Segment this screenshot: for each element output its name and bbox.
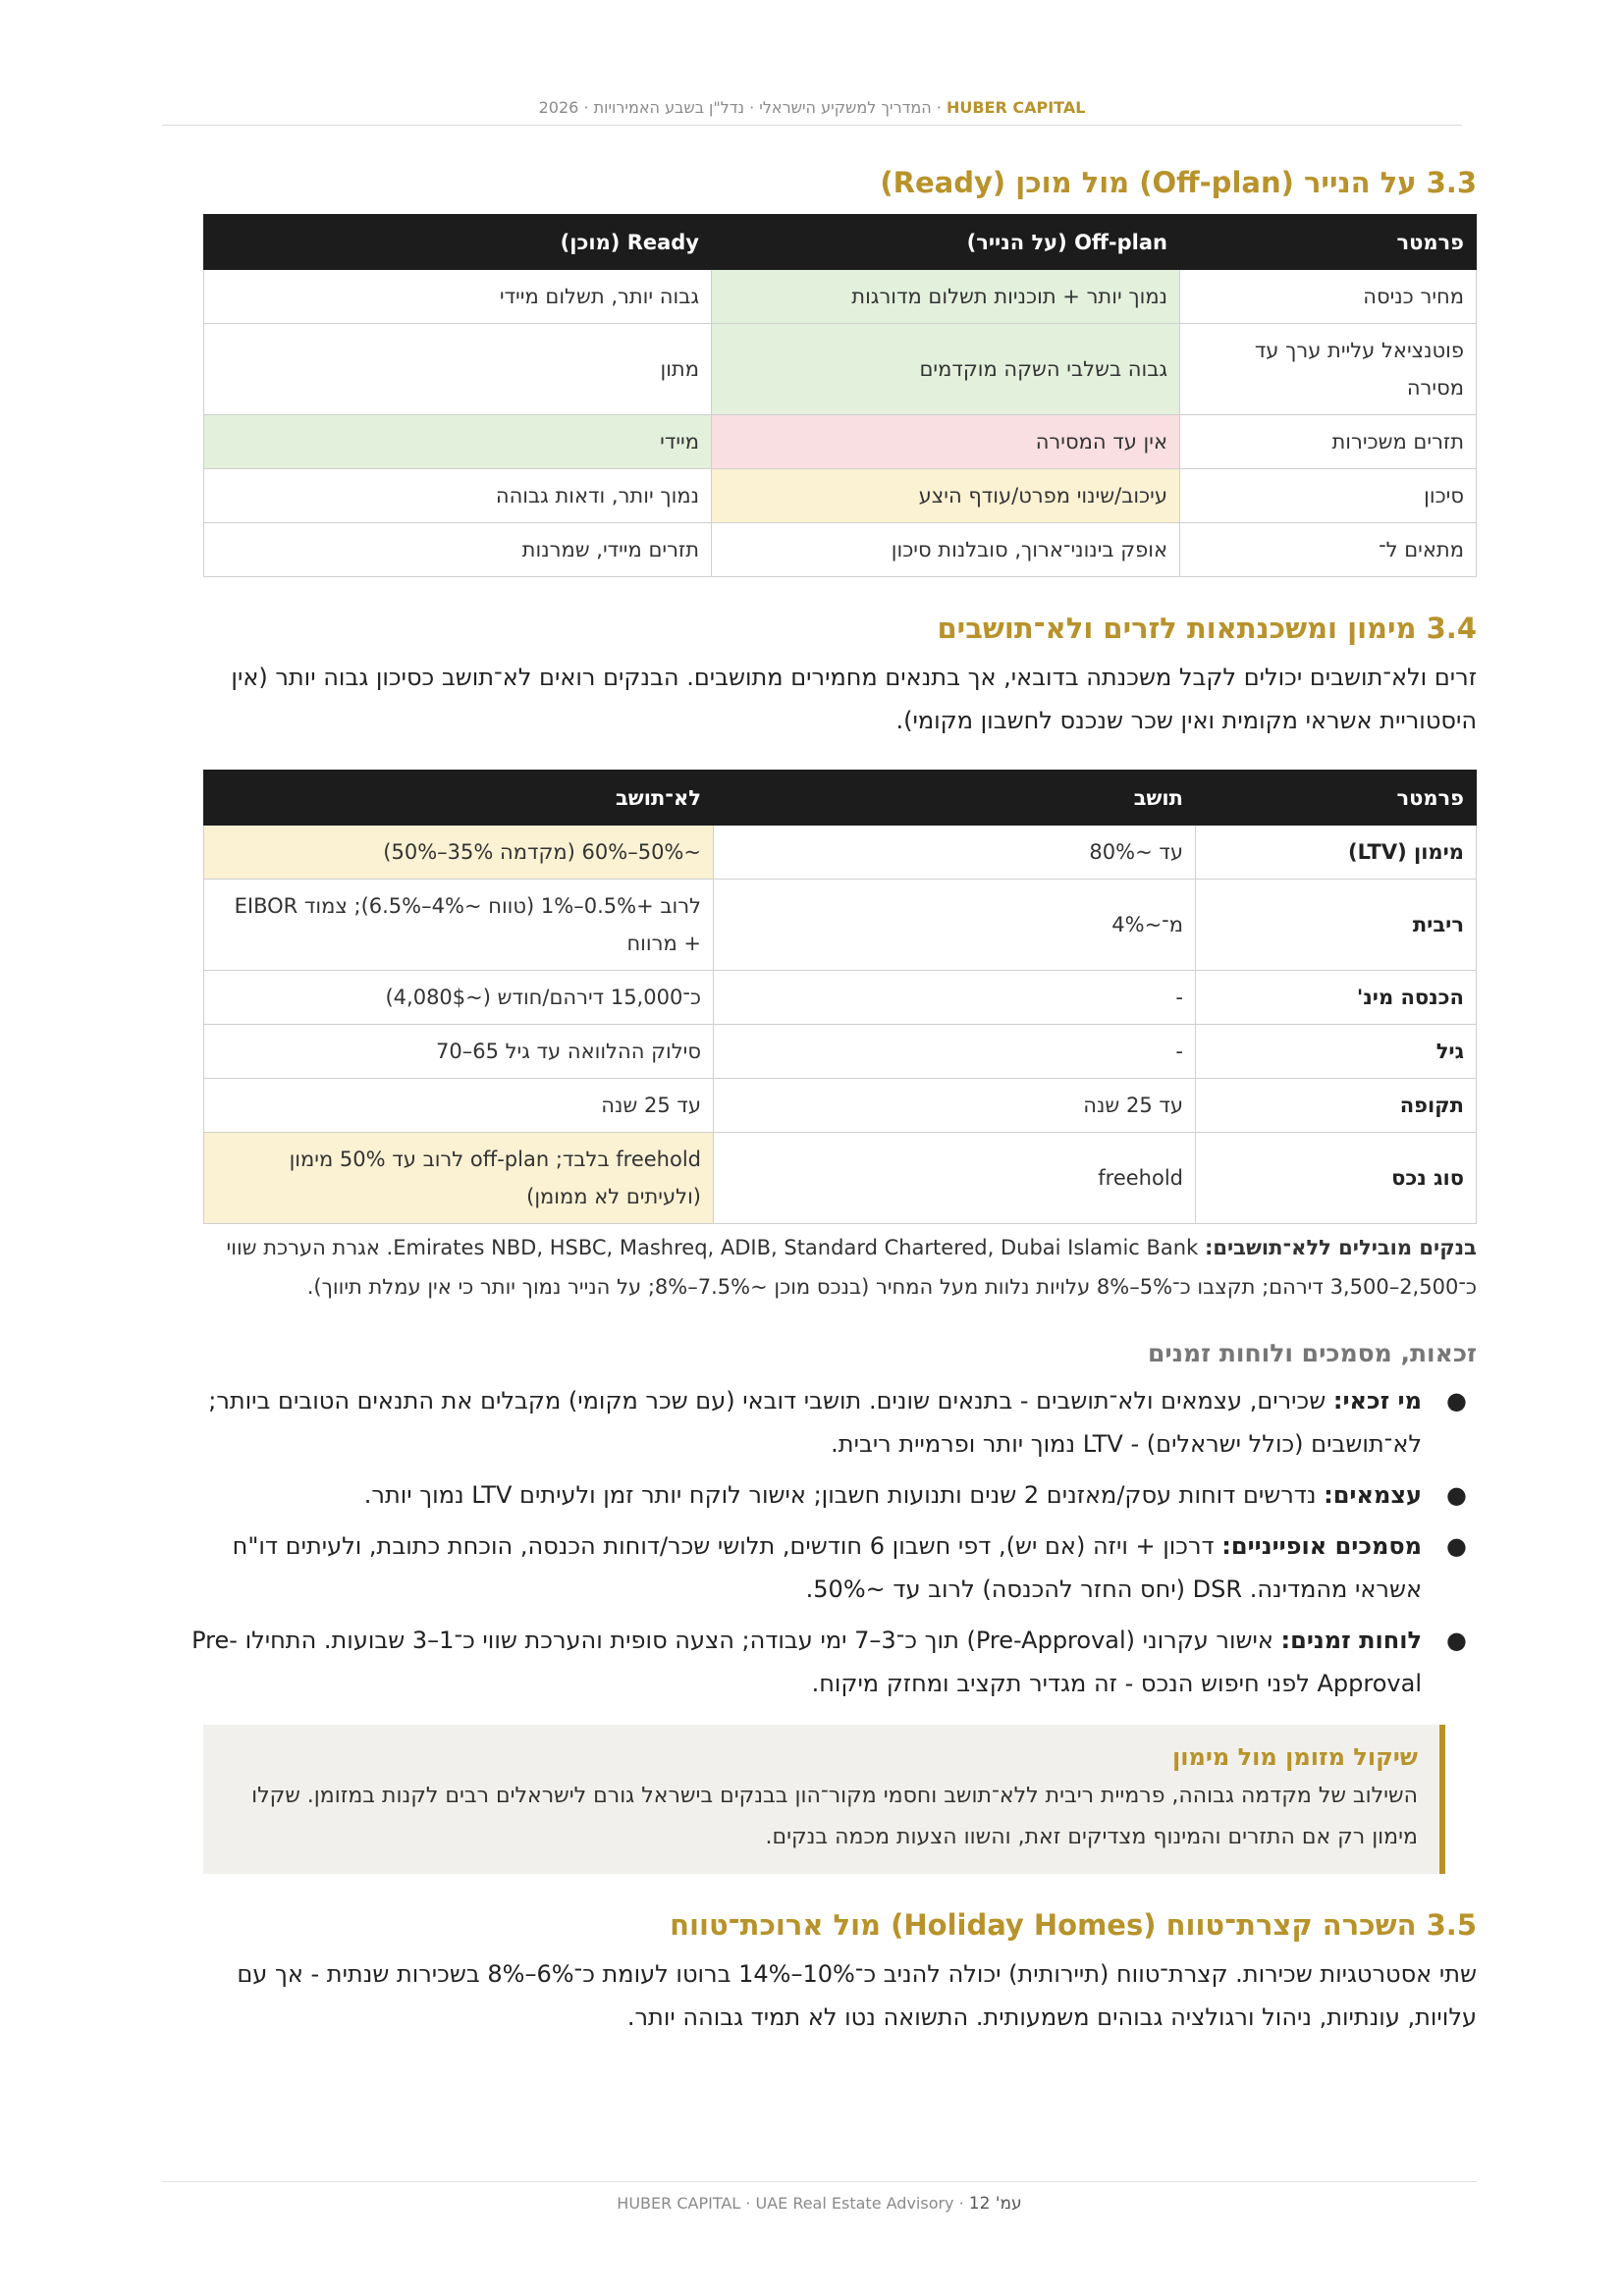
table-cell: freehold בלבד; off-plan לרוב עד 50% מימון (ולעיתים לא ממומן)	[204, 1133, 714, 1224]
table-cell: מתון	[204, 324, 712, 415]
financing-table	[203, 770, 1477, 1224]
page-header	[162, 98, 1462, 126]
table-row	[204, 523, 1477, 577]
table-cell: -	[714, 1025, 1196, 1079]
banks-label: בנקים מובילים ללא־תושבים:	[1204, 1236, 1477, 1259]
section-3-4-intro: זרים ולא־תושבים יכולים לקבל משכנתה בדובאי, אך בתנאים מחמירים מתושבים. הבנקים רואים לא־תושב כסיכון גבוה יותר (אין היסטוריית אשראי מקומית ואין שכר שנכנס לחשבון מקומי).	[231, 664, 1477, 734]
footer-separator: ·	[953, 2194, 969, 2213]
table-cell: גבוה בשלבי השקה מוקדמים	[712, 324, 1180, 415]
table-cell: סיכון	[1180, 469, 1477, 523]
table-cell: freehold	[714, 1133, 1196, 1224]
table-header-cell: תושב	[714, 771, 1196, 826]
table-row	[204, 971, 1477, 1025]
table-row	[204, 1079, 1477, 1133]
list-item	[162, 1524, 1477, 1611]
table-cell: תזרים מיידי, שמרנות	[204, 523, 712, 577]
eligibility-subtitle: זכאות, מסמכים ולוחות זמנים	[1147, 1339, 1477, 1367]
list-item	[162, 1619, 1477, 1705]
table-cell: נמוך יותר + תוכניות תשלום מדורגות	[712, 270, 1180, 324]
banks-text: Emirates NBD, HSBC, Mashreq, ADIB, Standard Chartered, Dubai Islamic Bank. אגרת הערכת שווי כ־2,500–3,500 דירהם; תקצבו כ־5%–8% עלויות נלוות מעל המחיר (בנכס מוכן ~7.5%–8%; על הנייר נמוך יותר כי אין עמלת תיווך).	[226, 1236, 1477, 1299]
table-row	[204, 270, 1477, 324]
footer-text: HUBER CAPITAL · UAE Real Estate Advisory	[617, 2194, 954, 2213]
table-cell: מימון (LTV)	[1196, 826, 1477, 880]
bullet-dot-icon: ●	[1446, 1627, 1467, 1654]
section-3-3-title: 3.3 על הנייר (Off-plan) מול מוכן (Ready)	[880, 166, 1477, 199]
table-cell: הכנסה מינ'	[1196, 971, 1477, 1025]
bullet-dot-icon: ●	[1446, 1481, 1467, 1509]
section-3-5-title: 3.5 השכרה קצרת־טווח (Holiday Homes) מול ארוכת־טווח	[670, 1908, 1477, 1942]
bullet-text: נדרשים דוחות עסק/מאזנים 2 שנים ותנועות חשבון; אישור לוקח יותר זמן ולעיתים LTV נמוך יותר.	[363, 1481, 1325, 1509]
table-cell: תזרים משכירות	[1180, 415, 1477, 469]
offplan-vs-ready-table	[203, 214, 1477, 577]
table-cell: מחיר כניסה	[1180, 270, 1477, 324]
table-cell: תקופה	[1196, 1079, 1477, 1133]
table-cell: סילוק ההלוואה עד גיל 65–70	[204, 1025, 714, 1079]
table-cell: מתאים ל־	[1180, 523, 1477, 577]
table-cell: ריבית	[1196, 880, 1477, 971]
table-header-row	[204, 215, 1477, 270]
cash-vs-financing-callout	[203, 1725, 1445, 1874]
bullet-dot-icon: ●	[1446, 1387, 1467, 1415]
table-cell: גיל	[1196, 1025, 1477, 1079]
page-footer	[162, 2181, 1477, 2214]
table-cell: עד 25 שנה	[714, 1079, 1196, 1133]
bullet-label: לוחות זמנים:	[1280, 1627, 1422, 1654]
eligibility-list	[162, 1379, 1477, 1705]
callout-title: שיקול מזומן מול מימון	[1172, 1743, 1418, 1771]
table-cell: ~50%–60% (מקדמה 35%–50%)	[204, 826, 714, 880]
header-text: המדריך למשקיע הישראלי · נדל"ן בשבע האמירויות · 2026	[538, 98, 932, 117]
table-cell: לרוב +0.5%–1% (טווח ~4%–6.5%); צמוד EIBOR + מרווח	[204, 880, 714, 971]
section-3-4-title: 3.4 מימון ומשכנתאות לזרים ולא־תושבים	[937, 612, 1477, 645]
table-cell: עיכוב/שינוי מפרט/עודף היצע	[712, 469, 1180, 523]
table-cell: סוג נכס	[1196, 1133, 1477, 1224]
bullet-text: אישור עקרוני (Pre-Approval) תוך כ־3–7 ימי עבודה; הצעה סופית והערכת שווי כ־1–3 שבועות. התחילו Pre-Approval לפני חיפוש הנכס - זה מגדיר תקציב ומחזק מיקוח.	[191, 1627, 1422, 1697]
table-row	[204, 469, 1477, 523]
table-header-cell: פרמטר	[1196, 771, 1477, 826]
table-row	[204, 1133, 1477, 1224]
table-cell: מ־~4%	[714, 880, 1196, 971]
banks-note	[162, 1228, 1477, 1307]
header-brand: HUBER CAPITAL	[946, 98, 1086, 117]
page-content	[162, 165, 1477, 2039]
table-header-row	[204, 771, 1477, 826]
table-cell: גבוה יותר, תשלום מיידי	[204, 270, 712, 324]
table-header-cell: פרמטר	[1180, 215, 1477, 270]
table-row	[204, 880, 1477, 971]
list-item	[162, 1473, 1477, 1517]
table-row	[204, 1025, 1477, 1079]
bullet-label: עצמאים:	[1324, 1481, 1422, 1509]
table-row	[204, 415, 1477, 469]
table-row	[204, 324, 1477, 415]
bullet-label: מסמכים אופייניים:	[1221, 1532, 1422, 1560]
callout-text: השילוב של מקדמה גבוהה, פרמיית ריבית ללא־תושב וחסמי מקור־הון בבנקים בישראל גורם לישראלים רבים לקנות במזומן. שקלו מימון רק אם התזרים והמינוף מצדיקים זאת, והשוו הצעות מכמה בנקים.	[251, 1784, 1418, 1849]
table-cell: אין עד המסירה	[712, 415, 1180, 469]
page-number: עמ' 12	[968, 2194, 1022, 2214]
table-header-cell: לא־תושב	[204, 771, 714, 826]
table-cell: מיידי	[204, 415, 712, 469]
bullet-text: דרכון + ויזה (אם יש), דפי חשבון 6 חודשים, תלושי שכר/דוחות הכנסה, הוכחת כתובת, ולעיתים דו"ח אשראי מהמדינה. DSR (יחס החזר להכנסה) לרוב עד ~50%.	[232, 1532, 1422, 1603]
table-cell: פוטנציאל עליית ערך עד מסירה	[1180, 324, 1477, 415]
list-item	[162, 1379, 1477, 1466]
table-cell: עד 25 שנה	[204, 1079, 714, 1133]
table-header-cell: Off-plan (על הנייר)	[712, 215, 1180, 270]
section-3-5-text: שתי אסטרטגיות שכירות. קצרת־טווח (תיירותית) יכולה להניב כ־10%–14% ברוטו לעומת כ־6%–8% בשכירות שנתית - אך עם עלויות, עונתיות, ניהול ורגולציה גבוהים משמעותית. התשואה נטו לא תמיד גבוהה יותר.	[237, 1960, 1477, 2031]
header-separator: ·	[931, 98, 947, 117]
table-cell: נמוך יותר, ודאות גבוהה	[204, 469, 712, 523]
table-cell: אופק בינוני־ארוך, סובלנות סיכון	[712, 523, 1180, 577]
table-header-cell: Ready (מוכן)	[204, 215, 712, 270]
bullet-text: שכירים, עצמאים ולא־תושבים - בתנאים שונים. תושבי דובאי (עם שכר מקומי) מקבלים את התנאים הטובים ביותר; לא־תושבים (כולל ישראלים) - LTV נמוך יותר ופרמיית ריבית.	[208, 1387, 1422, 1458]
bullet-dot-icon: ●	[1446, 1532, 1467, 1560]
bullet-label: מי זכאי:	[1332, 1387, 1422, 1415]
table-row	[204, 826, 1477, 880]
table-cell: עד ~80%	[714, 826, 1196, 880]
table-cell: -	[714, 971, 1196, 1025]
table-cell: כ־15,000 דירהם/חודש (~4,080$)	[204, 971, 714, 1025]
